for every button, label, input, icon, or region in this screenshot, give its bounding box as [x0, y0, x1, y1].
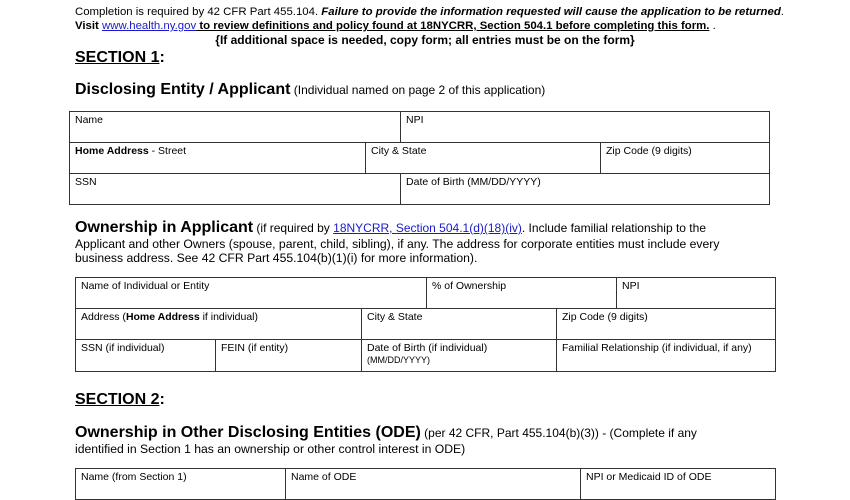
ownership-sub-a: (if required by: [253, 221, 334, 235]
visit-text: Visit: [75, 20, 103, 32]
city-state-label: City & State: [371, 145, 427, 157]
owner-fein-label: FEIN (if entity): [221, 342, 289, 354]
ode-name-label: Name of ODE: [291, 471, 357, 483]
owner-city-state-field[interactable]: [362, 309, 557, 340]
npi-field[interactable]: [401, 112, 770, 143]
owner-zip-field[interactable]: [557, 309, 776, 340]
street-label: - Street: [148, 145, 187, 157]
home-address-label: Home Address: [75, 145, 149, 157]
section-2-colon: :: [159, 391, 165, 408]
dob-label: Date of Birth (MM/DD/YYYY): [406, 176, 541, 188]
intro-note: {If additional space is needed, copy form; all entries must be on the form}: [215, 33, 635, 47]
npi-label: NPI: [406, 114, 424, 126]
owner-address-label-a: Address (: [81, 311, 126, 323]
ownership-title: Ownership in Applicant: [75, 219, 254, 236]
ode-title: Ownership in Other Disclosing Entities (ODE): [75, 424, 421, 441]
owner-dob-label: Date of Birth (if individual): [367, 342, 488, 354]
owner-city-state-label: City & State: [367, 311, 423, 323]
section-1-title: [75, 49, 165, 67]
ode-name-from-label: Name (from Section 1): [81, 471, 187, 483]
owner-ssn-label: SSN (if individual): [81, 342, 165, 354]
section-2-label: SECTION 2: [75, 391, 160, 408]
intro-line-2: [75, 19, 716, 33]
owner-dob-field[interactable]: [362, 340, 557, 372]
ode-sub: (per 42 CFR, Part 455.104(b)(3)) - (Complete if any: [420, 426, 697, 440]
owner-dob-format: (MM/DD/YYYY): [367, 355, 430, 365]
owner-fein-field[interactable]: [216, 340, 362, 372]
ownership-line-3: business address. See 42 CFR Part 455.104(b)(1)(i) for more information).: [75, 251, 478, 265]
section-1-colon: :: [159, 49, 165, 66]
name-field[interactable]: [70, 112, 401, 143]
owner-zip-label: Zip Code (9 digits): [562, 311, 648, 323]
intro-line-1: [75, 5, 784, 19]
ode-npi-label: NPI or Medicaid ID of ODE: [586, 471, 712, 483]
ownership-pct-label: % of Ownership: [432, 280, 507, 292]
ode-name-field[interactable]: [286, 469, 581, 500]
name-label: Name: [75, 114, 104, 126]
ssn-field[interactable]: [70, 174, 401, 205]
ode-name-from-field[interactable]: [76, 469, 286, 500]
familial-relationship-field[interactable]: [557, 340, 776, 372]
owner-ssn-field[interactable]: [76, 340, 216, 372]
intro-requirement: Completion is required by 42 CFR Part 455.104.: [75, 6, 322, 18]
owner-name-field[interactable]: [76, 278, 427, 309]
zip-field[interactable]: [601, 143, 770, 174]
owner-npi-field[interactable]: [617, 278, 776, 309]
ssn-label: SSN: [75, 176, 97, 188]
applicant-table: [69, 111, 770, 205]
disclosing-entity-title: Disclosing Entity / Applicant: [75, 81, 291, 98]
health-link[interactable]: www.health.ny.gov: [102, 20, 197, 32]
section-1-label: SECTION 1: [75, 49, 160, 66]
review-text: to review definitions and policy found at 18NYCRR, Section 504.1 before completing this form.: [196, 20, 710, 32]
ode-heading: [75, 424, 697, 442]
regulation-link[interactable]: 18NYCRR, Section 504.1(d)(18)(iv): [333, 221, 522, 235]
disclosing-entity-sub: (Individual named on page 2 of this application): [290, 83, 546, 97]
city-state-field[interactable]: [366, 143, 601, 174]
ownership-line-2: Applicant and other Owners (spouse, parent, child, sibling), if any. The address for corporate entities must include every: [75, 237, 720, 251]
owner-address-label-b: Home Address: [125, 311, 200, 323]
intro-warning: Failure to provide the information requested will cause the application to be returned: [321, 6, 781, 18]
intro-trailing: .: [709, 20, 716, 32]
disclosing-entity-heading: [75, 81, 545, 99]
ownership-table: [75, 277, 776, 372]
familial-relationship-label: Familial Relationship (if individual, if any): [562, 342, 752, 354]
ode-line-2: identified in Section 1 has an ownership or other control interest in ODE): [75, 442, 466, 456]
owner-address-field[interactable]: [76, 309, 362, 340]
home-address-field[interactable]: [70, 143, 366, 174]
dob-field[interactable]: [401, 174, 770, 205]
ownership-pct-field[interactable]: [427, 278, 617, 309]
owner-name-label: Name of Individual or Entity: [81, 280, 210, 292]
intro-period: .: [780, 6, 784, 18]
owner-npi-label: NPI: [622, 280, 640, 292]
ownership-heading: [75, 219, 706, 237]
owner-address-label-c: if individual): [199, 311, 259, 323]
section-2-title: [75, 391, 165, 409]
zip-label: Zip Code (9 digits): [606, 145, 692, 157]
ode-table: [75, 468, 776, 500]
ode-npi-field[interactable]: [581, 469, 776, 500]
ownership-sub-b: . Include familial relationship to the: [521, 221, 706, 235]
